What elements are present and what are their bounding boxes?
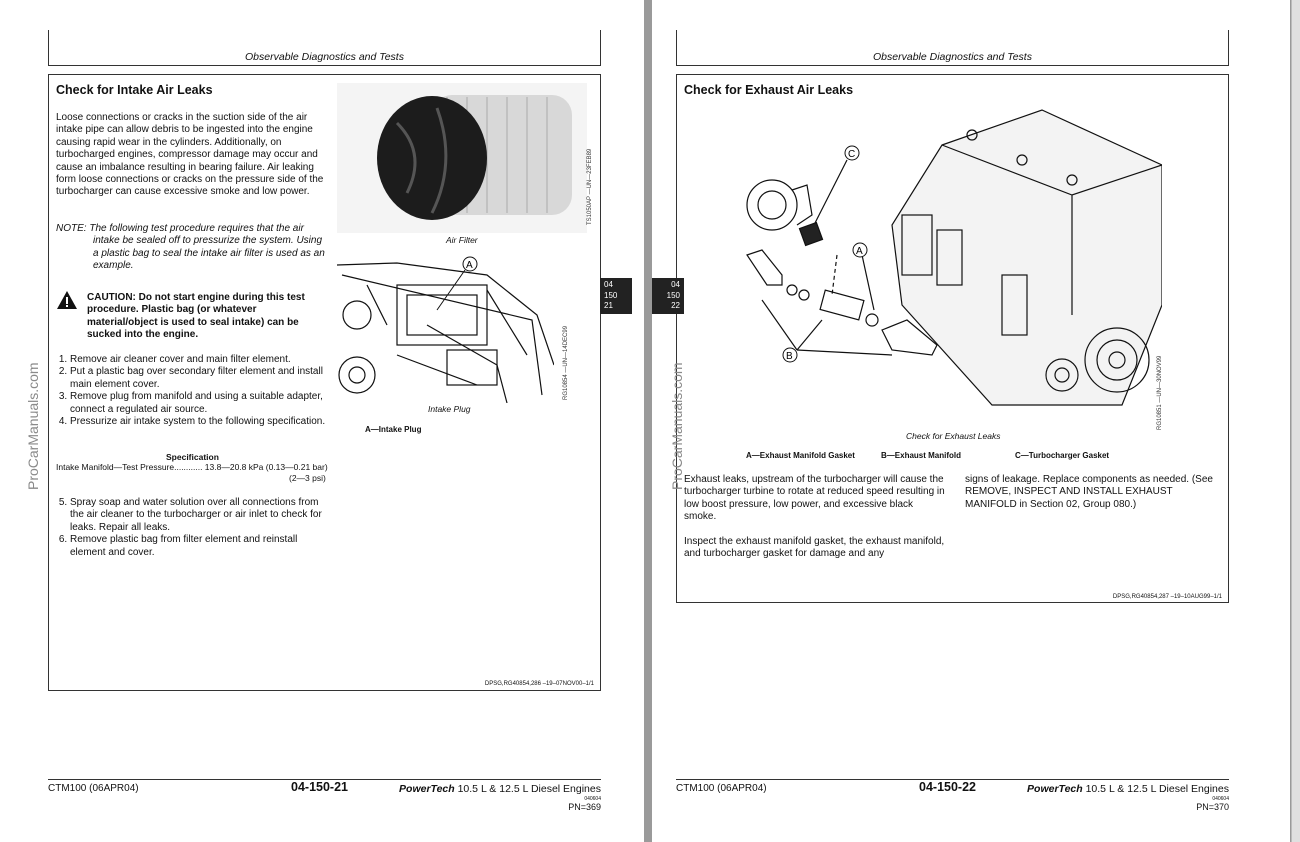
tab-line: 150: [666, 290, 680, 300]
page-right: [652, 0, 1290, 842]
date-code: 040604: [584, 796, 601, 802]
exhaust-leak-diagram: [742, 105, 1162, 425]
brand-rest: 10.5 L & 12.5 L Diesel Engines: [1082, 783, 1229, 795]
tab-line: 21: [604, 301, 613, 310]
pn-number: PN=370: [1196, 802, 1229, 812]
figure-code: TS1050AP —UN—23FEB89: [587, 148, 593, 225]
step: 3. Remove plug from manifold and using a suitable adapter, connect a regulated air source.: [70, 391, 326, 416]
paragraph-3: signs of leakage. Replace components as needed. (See REMOVE, INSPECT AND INSTALL EXHAUST MANIFOLD in Section 02, Group 080.): [965, 474, 1213, 510]
tab-line: 04: [671, 280, 680, 289]
figure-code: RG10851 —UN—30NOV99: [1157, 355, 1163, 430]
caution-text: CAUTION: Do not start engine during this test procedure. Plastic bag (or whatever material/object is used to seal intake) can be sucked into the engine.: [87, 292, 305, 341]
spec-line: Intake Manifold—Test Pressure............ 13.8—20.8 kPa (0.13—0.21 bar): [56, 462, 328, 472]
spec-title: Specification: [166, 452, 219, 462]
section-tab: [600, 278, 632, 314]
tab-line: 150: [604, 290, 618, 300]
section-header: Observable Diagnostics and Tests: [676, 30, 1229, 66]
steps-list-2: [56, 497, 326, 559]
intake-plug-diagram: [337, 255, 554, 403]
legend-b: B—Exhaust Manifold: [881, 451, 962, 460]
step: 5. Spray soap and water solution over all connections from the air cleaner to the turbocharger or air inlet to check for leaks. Repair all leaks.: [70, 497, 326, 534]
tab-line: 04: [604, 280, 613, 289]
intro-text: Loose connections or cracks in the suction side of the air intake pipe can allow debris to be ingested into the engine causing rapid wear in the cylinders. Additionally, on turbocharged engines, compressor damage may occur and cause an imbalance resulting in bearing failure. Air leaking form loose connections or cracks on the pressure side of the turbocharger can cause excessive smoke and low power.: [56, 112, 324, 198]
footer-brand: [399, 783, 601, 795]
paragraph-2: Inspect the exhaust manifold gasket, the exhaust manifold, and turbocharger gasket for damage and any: [684, 536, 945, 560]
footer-doc-id: CTM100 (06APR04): [48, 783, 139, 794]
page-title: Check for Exhaust Air Leaks: [684, 83, 854, 97]
step: 1. Remove air cleaner cover and main filter element.: [70, 354, 326, 366]
callout-c: C: [848, 149, 856, 160]
figure-caption: Check for Exhaust Leaks: [906, 431, 1001, 441]
footer-brand: [1027, 783, 1229, 795]
callout-a: A: [856, 246, 863, 257]
legend-c: C—Turbocharger Gasket: [1015, 451, 1110, 460]
page-left: [0, 0, 644, 842]
pn-number: PN=369: [568, 802, 601, 812]
brand-rest: 10.5 L & 12.5 L Diesel Engines: [454, 783, 601, 795]
note-text: NOTE: The following test procedure requires that the air intake be sealed off to pressurize the system. Using a plastic bag to seal the intake air filter is used as an example.: [56, 223, 325, 272]
callout-a: A: [466, 260, 473, 271]
spec-psi: (2—3 psi): [289, 473, 326, 483]
footer-doc-id: CTM100 (06APR04): [676, 783, 767, 794]
page-number: 04-150-22: [919, 780, 976, 794]
content-box: [676, 74, 1229, 603]
section-header: Observable Diagnostics and Tests: [48, 30, 601, 66]
brand-name: PowerTech: [399, 783, 455, 795]
page-number: 04-150-21: [291, 780, 348, 794]
figure-caption: Air Filter: [446, 235, 478, 245]
page-title: Check for Intake Air Leaks: [56, 83, 213, 97]
steps-list: [56, 354, 326, 428]
reference-code: DPSG,RG40854,287 –19–10AUG99–1/1: [1112, 594, 1222, 600]
watermark: ProCarManuals.com: [669, 362, 685, 490]
brand-name: PowerTech: [1027, 783, 1083, 795]
section-tab: [652, 278, 684, 314]
content-box: [48, 74, 601, 691]
legend-a: A—Exhaust Manifold Gasket: [746, 451, 855, 460]
step: 6. Remove plastic bag from filter element and reinstall element and cover.: [70, 534, 326, 559]
figure-caption: Intake Plug: [428, 404, 471, 414]
scrollbar[interactable]: [1291, 0, 1300, 842]
reference-code: DPSG,RG40854,286 –19–07NOV00–1/1: [484, 681, 594, 687]
tab-line: 22: [671, 301, 680, 310]
air-filter-image: [337, 83, 587, 233]
callout-b: B: [786, 351, 793, 362]
watermark: ProCarManuals.com: [25, 362, 41, 490]
paragraph-1: Exhaust leaks, upstream of the turbocharger will cause the turbocharger turbine to rotate at reduced speed resulting in low boost pressure, low power, and excessive black smoke.: [684, 474, 945, 523]
date-code: 040604: [1212, 796, 1229, 802]
figure-legend: A—Intake Plug: [365, 425, 422, 434]
step: 2. Put a plastic bag over secondary filter element and install main element cover.: [70, 366, 326, 391]
warning-icon: [56, 290, 78, 310]
step: 4. Pressurize air intake system to the following specification.: [70, 416, 326, 428]
figure-code: RG10854 —UN—14DEC99: [563, 325, 569, 400]
